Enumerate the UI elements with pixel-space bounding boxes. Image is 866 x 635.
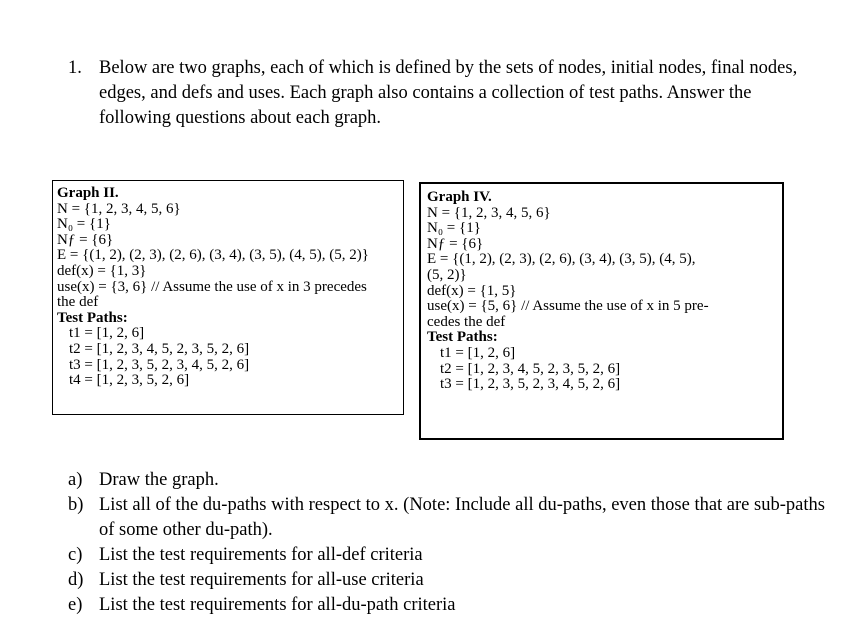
graph-ii-def: def(x) = {1, 3} — [57, 262, 147, 279]
graph-ii-test-path: t3 = [1, 2, 3, 5, 2, 3, 4, 5, 2, 6] — [69, 356, 250, 373]
graph-iv-title: Graph IV. — [427, 189, 492, 205]
graph-iv-edges: E = {(1, 2), (2, 3), (2, 6), (3, 4), (3, 5), (4, 5), — [427, 251, 696, 268]
subquestion-text: List all of the du-paths with respect to x. (Note: Include all du-paths, even those that are sub-paths of some other du-path). — [99, 495, 825, 540]
graph-iv-test-paths-label: Test Paths: — [427, 329, 498, 346]
graph-iv-test-path: t1 = [1, 2, 6] — [440, 344, 516, 361]
subquestion-d — [68, 568, 828, 593]
subquestion-letter: d) — [68, 570, 84, 590]
question-number: 1. — [68, 58, 82, 78]
graph-iv-box — [419, 182, 784, 440]
subquestion-text: List the test requirements for all-du-path criteria — [99, 595, 456, 615]
subquestion-b — [68, 493, 828, 543]
graph-ii-initial-nodes: N₀ = {1} — [57, 216, 111, 233]
subquestion-text: List the test requirements for all-use criteria — [99, 570, 424, 590]
graph-ii-test-path: t1 = [1, 2, 6] — [69, 325, 145, 342]
graph-iv-use: use(x) = {5, 6} // Assume the use of x in 5 pre- — [427, 298, 709, 315]
graph-iv-initial-nodes: N₀ = {1} — [427, 220, 481, 237]
subquestion-c — [68, 543, 828, 568]
graph-ii-test-path: t2 = [1, 2, 3, 4, 5, 2, 3, 5, 2, 6] — [69, 340, 250, 357]
graph-ii-use-cont: the def — [57, 294, 99, 311]
subquestion-e — [68, 593, 828, 618]
graph-iv-final-nodes: Nƒ = {6} — [427, 235, 484, 252]
graph-iv-use-cont: cedes the def — [427, 313, 506, 330]
subquestion-letter: c) — [68, 545, 83, 565]
graph-iv-test-path: t2 = [1, 2, 3, 4, 5, 2, 3, 5, 2, 6] — [440, 360, 621, 377]
graph-iv-edges-cont: (5, 2)} — [427, 266, 467, 283]
subquestion-text: List the test requirements for all-def criteria — [99, 545, 423, 565]
subquestion-letter: b) — [68, 495, 84, 515]
question-text: Below are two graphs, each of which is defined by the sets of nodes, initial nodes, final nodes, edges, and defs and uses. Each graph also contains a collection of test paths. Answer the following questions about each graph. — [99, 58, 798, 128]
subquestion-text: Draw the graph. — [99, 470, 219, 490]
graph-ii-final-nodes: Nƒ = {6} — [57, 231, 114, 248]
subquestion-a — [68, 468, 828, 493]
graph-ii-nodes: N = {1, 2, 3, 4, 5, 6} — [57, 200, 181, 217]
graph-ii-edges: E = {(1, 2), (2, 3), (2, 6), (3, 4), (3, 5), (4, 5), (5, 2)} — [57, 247, 369, 264]
graph-ii-title: Graph II. — [57, 185, 119, 201]
subquestion-letter: a) — [68, 470, 83, 490]
subquestion-letter: e) — [68, 595, 83, 615]
graph-ii-test-paths-label: Test Paths: — [57, 309, 128, 326]
graph-iv-nodes: N = {1, 2, 3, 4, 5, 6} — [427, 204, 551, 221]
graph-ii-box — [52, 180, 404, 415]
graph-iv-test-path: t3 = [1, 2, 3, 5, 2, 3, 4, 5, 2, 6] — [440, 376, 621, 393]
graph-ii-test-path: t4 = [1, 2, 3, 5, 2, 6] — [69, 372, 190, 389]
subquestion-list — [68, 468, 828, 618]
graph-iv-def: def(x) = {1, 5} — [427, 282, 517, 299]
graph-ii-use: use(x) = {3, 6} // Assume the use of x in 3 precedes — [57, 278, 367, 295]
